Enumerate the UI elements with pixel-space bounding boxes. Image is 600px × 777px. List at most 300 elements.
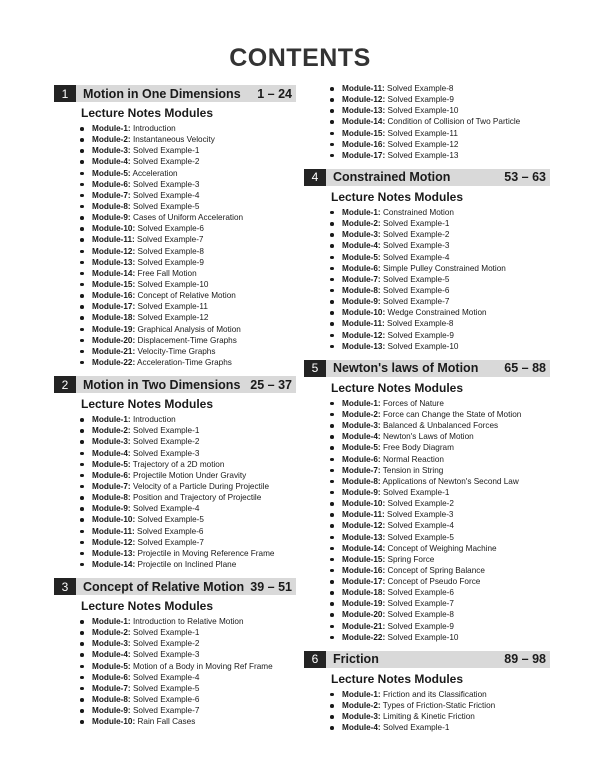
section-heading: Lecture Notes Modules bbox=[81, 106, 214, 120]
module-item[interactable] bbox=[330, 128, 550, 139]
module-title: Solved Example-4 bbox=[130, 190, 200, 200]
module-item[interactable] bbox=[80, 616, 296, 627]
module-item[interactable] bbox=[80, 123, 296, 134]
module-label: Module-10: bbox=[342, 499, 386, 509]
module-title: Solved Example-2 bbox=[130, 639, 200, 649]
module-label: Module-11: bbox=[342, 319, 385, 329]
module-label: Module-16: bbox=[342, 565, 386, 575]
module-item[interactable] bbox=[330, 285, 550, 296]
module-title: Applications of Newton's Second Law bbox=[380, 476, 519, 486]
module-item[interactable] bbox=[330, 700, 550, 711]
module-label: Module-2: bbox=[342, 409, 381, 419]
module-item[interactable] bbox=[80, 190, 296, 201]
module-label: Module-15: bbox=[342, 128, 386, 138]
module-label: Module-1: bbox=[92, 617, 131, 627]
module-item[interactable] bbox=[330, 83, 550, 94]
chapter-header[interactable] bbox=[304, 169, 550, 186]
module-list bbox=[54, 616, 296, 727]
module-label: Module-18: bbox=[342, 588, 386, 598]
module-label: Module-11: bbox=[342, 84, 385, 93]
module-title: Rain Fall Cases bbox=[135, 717, 196, 727]
module-item[interactable] bbox=[330, 252, 550, 263]
module-label: Module-13: bbox=[92, 548, 136, 558]
module-label: Module-9: bbox=[92, 213, 131, 223]
module-item[interactable] bbox=[330, 150, 550, 161]
module-title: Solved Example-11 bbox=[135, 302, 208, 312]
module-item[interactable] bbox=[80, 414, 296, 425]
module-title: Forces of Nature bbox=[380, 398, 444, 408]
section-heading: Lecture Notes Modules bbox=[331, 671, 464, 686]
module-item[interactable] bbox=[330, 465, 550, 476]
module-title: Solved Example-9 bbox=[385, 95, 454, 105]
module-title: Introduction bbox=[130, 415, 176, 425]
module-item[interactable] bbox=[80, 234, 296, 245]
chapter-header[interactable] bbox=[54, 85, 296, 102]
module-title: Motion of a Body in Moving Ref Frame bbox=[130, 661, 273, 671]
module-item[interactable] bbox=[80, 346, 296, 357]
module-title: Acceleration bbox=[130, 168, 178, 178]
module-item[interactable] bbox=[330, 240, 550, 251]
module-item[interactable] bbox=[330, 307, 550, 318]
module-label: Module-4: bbox=[92, 448, 131, 458]
module-label: Module-6: bbox=[92, 470, 131, 480]
module-item[interactable] bbox=[330, 632, 550, 643]
module-title: Solved Example-4 bbox=[130, 504, 200, 514]
module-item[interactable] bbox=[80, 470, 296, 481]
module-label: Module-3: bbox=[92, 437, 131, 447]
module-label: Module-14: bbox=[92, 559, 136, 569]
module-title: Friction and its Classification bbox=[380, 689, 487, 699]
module-title: Solved Example-1 bbox=[130, 426, 200, 436]
module-title: Balanced & Unbalanced Forces bbox=[380, 421, 499, 431]
module-title: Concept of Spring Balance bbox=[385, 565, 485, 575]
module-label: Module-17: bbox=[342, 577, 386, 587]
module-title: Wedge Constrained Motion bbox=[385, 308, 487, 318]
module-title: Introduction to Relative Motion bbox=[130, 617, 244, 627]
module-title: Position and Trajectory of Projectile bbox=[130, 493, 262, 503]
module-item[interactable] bbox=[80, 257, 296, 268]
module-label: Module-13: bbox=[92, 257, 136, 267]
module-label: Module-10: bbox=[92, 515, 136, 525]
module-item[interactable] bbox=[80, 716, 296, 727]
chapter-number: 4 bbox=[304, 169, 326, 186]
module-title: Solved Example-1 bbox=[130, 146, 200, 156]
module-label: Module-5: bbox=[342, 252, 381, 262]
module-title: Solved Example-1 bbox=[130, 628, 200, 638]
module-title: Solved Example-1 bbox=[380, 219, 450, 229]
module-label: Module-21: bbox=[92, 346, 136, 356]
module-item[interactable] bbox=[330, 609, 550, 620]
module-item[interactable] bbox=[330, 420, 550, 431]
module-item[interactable] bbox=[330, 116, 550, 127]
module-list bbox=[304, 83, 550, 161]
spacer bbox=[304, 643, 550, 651]
module-title: Solved Example-7 bbox=[135, 537, 204, 547]
module-label: Module-18: bbox=[92, 313, 136, 323]
module-item[interactable] bbox=[80, 526, 296, 537]
module-label: Module-16: bbox=[342, 139, 386, 149]
module-label: Module-19: bbox=[92, 324, 136, 334]
module-title: Solved Example-2 bbox=[130, 157, 200, 167]
module-title: Solved Example-10 bbox=[385, 632, 459, 642]
module-label: Module-8: bbox=[92, 493, 131, 503]
module-label: Module-13: bbox=[342, 532, 386, 542]
module-item[interactable] bbox=[330, 565, 550, 576]
section-heading: Lecture Notes Modules bbox=[331, 380, 464, 395]
module-item[interactable] bbox=[80, 548, 296, 559]
module-title: Solved Example-3 bbox=[384, 510, 454, 520]
module-item[interactable] bbox=[80, 335, 296, 346]
module-title: Solved Example-6 bbox=[134, 526, 204, 536]
module-title: Projectile Motion Under Gravity bbox=[130, 470, 247, 480]
chapter-title: Friction bbox=[333, 652, 379, 667]
module-label: Module-9: bbox=[92, 504, 131, 514]
module-label: Module-12: bbox=[342, 330, 386, 340]
module-item[interactable] bbox=[80, 279, 296, 290]
module-title: Solved Example-4 bbox=[385, 521, 454, 531]
left-column bbox=[54, 85, 296, 727]
spacer bbox=[54, 570, 296, 578]
module-title: Projectile in Moving Reference Frame bbox=[135, 548, 275, 558]
module-title: Solved Example-5 bbox=[380, 274, 450, 284]
module-item[interactable] bbox=[330, 318, 550, 329]
module-label: Module-6: bbox=[92, 672, 131, 682]
module-item[interactable] bbox=[80, 672, 296, 683]
module-item[interactable] bbox=[80, 312, 296, 323]
module-item[interactable] bbox=[330, 509, 550, 520]
module-item[interactable] bbox=[80, 290, 296, 301]
module-item[interactable] bbox=[80, 448, 296, 459]
module-title: Solved Example-6 bbox=[130, 695, 200, 705]
module-label: Module-21: bbox=[342, 621, 386, 631]
module-title: Solved Example-4 bbox=[130, 672, 200, 682]
module-title: Solved Example-6 bbox=[135, 224, 204, 234]
module-label: Module-2: bbox=[92, 426, 131, 436]
chapter-1 bbox=[54, 85, 296, 368]
module-title: Cases of Uniform Acceleration bbox=[130, 213, 244, 223]
module-label: Module-14: bbox=[342, 543, 386, 553]
module-item[interactable] bbox=[80, 459, 296, 470]
module-label: Module-17: bbox=[92, 302, 136, 312]
module-title: Solved Example-5 bbox=[130, 201, 200, 211]
module-title: Solved Example-3 bbox=[130, 179, 200, 189]
module-item[interactable] bbox=[330, 587, 550, 598]
module-label: Module-1: bbox=[342, 398, 381, 408]
chapter-title: Constrained Motion bbox=[333, 170, 451, 185]
chapter-title: Motion in One Dimensions bbox=[83, 86, 241, 101]
module-title: Concept of Relative Motion bbox=[135, 291, 236, 301]
chapter-number: 6 bbox=[304, 651, 326, 668]
module-title: Free Body Diagram bbox=[380, 443, 454, 453]
module-title: Tension in String bbox=[380, 465, 444, 475]
module-item[interactable] bbox=[330, 409, 550, 420]
module-item[interactable] bbox=[330, 722, 550, 733]
module-label: Module-7: bbox=[92, 683, 131, 693]
module-title: Velocity-Time Graphs bbox=[135, 346, 216, 356]
module-title: Acceleration-Time Graphs bbox=[135, 357, 232, 367]
module-item[interactable] bbox=[80, 179, 296, 190]
module-label: Module-8: bbox=[342, 476, 381, 486]
module-label: Module-5: bbox=[342, 443, 381, 453]
module-label: Module-10: bbox=[342, 308, 386, 318]
module-list bbox=[304, 207, 550, 352]
module-item[interactable] bbox=[80, 268, 296, 279]
module-title: Solved Example-8 bbox=[135, 246, 204, 256]
module-title: Solved Example-9 bbox=[385, 330, 454, 340]
module-label: Module-11: bbox=[92, 235, 135, 245]
module-label: Module-1: bbox=[342, 207, 381, 217]
module-item[interactable] bbox=[330, 476, 550, 487]
chapter-pages: 1 – 24 bbox=[257, 86, 292, 101]
module-title: Types of Friction-Static Friction bbox=[380, 701, 496, 711]
chapter-6 bbox=[304, 651, 550, 734]
chapter-2 bbox=[54, 376, 296, 570]
section-heading: Lecture Notes Modules bbox=[81, 397, 214, 412]
module-label: Module-3: bbox=[92, 146, 131, 156]
module-title: Solved Example-1 bbox=[380, 487, 450, 497]
module-title: Free Fall Motion bbox=[135, 268, 197, 278]
module-title: Solved Example-2 bbox=[130, 437, 200, 447]
module-label: Module-2: bbox=[92, 135, 131, 145]
module-label: Module-8: bbox=[92, 695, 131, 705]
module-item[interactable] bbox=[330, 431, 550, 442]
module-item[interactable] bbox=[80, 324, 296, 335]
module-item[interactable] bbox=[330, 94, 550, 105]
module-title: Limiting & Kinetic Friction bbox=[380, 712, 475, 722]
chapter-title: Concept of Relative Motion bbox=[83, 579, 245, 594]
module-item[interactable] bbox=[80, 201, 296, 212]
module-label: Module-22: bbox=[92, 357, 136, 367]
chapter-pages: 65 – 88 bbox=[504, 361, 546, 376]
module-item[interactable] bbox=[80, 212, 296, 223]
module-label: Module-16: bbox=[92, 291, 136, 301]
module-item[interactable] bbox=[80, 357, 296, 368]
module-item[interactable] bbox=[330, 139, 550, 150]
module-title: Solved Example-5 bbox=[385, 532, 454, 542]
module-label: Module-14: bbox=[92, 268, 136, 278]
module-item[interactable] bbox=[80, 638, 296, 649]
module-label: Module-3: bbox=[342, 230, 381, 240]
module-label: Module-12: bbox=[92, 246, 136, 256]
module-item[interactable] bbox=[80, 134, 296, 145]
module-label: Module-5: bbox=[92, 168, 131, 178]
module-title: Instantaneous Velocity bbox=[130, 135, 215, 145]
module-item[interactable] bbox=[80, 223, 296, 234]
module-item[interactable] bbox=[330, 274, 550, 285]
module-item[interactable] bbox=[80, 425, 296, 436]
chapter-pages: 53 – 63 bbox=[504, 170, 546, 185]
module-title: Simple Pulley Constrained Motion bbox=[380, 263, 506, 273]
module-label: Module-4: bbox=[342, 241, 381, 251]
module-title: Graphical Analysis of Motion bbox=[135, 324, 241, 334]
module-label: Module-9: bbox=[342, 297, 381, 307]
module-label: Module-2: bbox=[342, 701, 381, 711]
module-title: Solved Example-11 bbox=[385, 128, 458, 138]
module-item[interactable] bbox=[80, 168, 296, 179]
module-item[interactable] bbox=[330, 689, 550, 700]
module-label: Module-3: bbox=[92, 639, 131, 649]
module-label: Module-4: bbox=[342, 723, 381, 733]
module-label: Module-7: bbox=[342, 274, 381, 284]
module-label: Module-6: bbox=[92, 179, 131, 189]
module-item[interactable] bbox=[80, 627, 296, 638]
module-title: Solved Example-9 bbox=[135, 257, 204, 267]
module-item[interactable] bbox=[330, 218, 550, 229]
module-item[interactable] bbox=[330, 398, 550, 409]
module-label: Module-6: bbox=[342, 263, 381, 273]
module-label: Module-22: bbox=[342, 632, 386, 642]
module-item[interactable] bbox=[330, 207, 550, 218]
module-title: Concept of Weighing Machine bbox=[385, 543, 497, 553]
module-title: Solved Example-7 bbox=[134, 235, 204, 245]
page-title: CONTENTS bbox=[229, 44, 371, 72]
chapter-header[interactable] bbox=[54, 578, 296, 595]
module-list bbox=[54, 123, 296, 368]
module-label: Module-3: bbox=[342, 421, 381, 431]
module-label: Module-1: bbox=[92, 124, 131, 133]
module-label: Module-5: bbox=[92, 459, 131, 469]
module-item[interactable] bbox=[80, 661, 296, 672]
chapter-header[interactable] bbox=[304, 651, 550, 668]
module-label: Module-11: bbox=[92, 526, 135, 536]
module-item[interactable] bbox=[330, 532, 550, 543]
module-title: Solved Example-2 bbox=[385, 499, 454, 509]
module-label: Module-1: bbox=[342, 689, 381, 699]
module-label: Module-7: bbox=[92, 190, 131, 200]
module-label: Module-2: bbox=[342, 219, 381, 229]
module-label: Module-15: bbox=[92, 279, 136, 289]
module-item[interactable] bbox=[330, 330, 550, 341]
chapter-header[interactable] bbox=[304, 360, 550, 377]
module-title: Constrained Motion bbox=[380, 207, 454, 217]
module-label: Module-8: bbox=[92, 201, 131, 211]
module-label: Module-19: bbox=[342, 599, 386, 609]
module-item[interactable] bbox=[330, 554, 550, 565]
chapter-header[interactable] bbox=[54, 376, 296, 393]
module-label: Module-13: bbox=[342, 106, 386, 116]
module-item[interactable] bbox=[80, 705, 296, 716]
module-label: Module-4: bbox=[342, 432, 381, 442]
module-title: Velocity of a Particle During Projectile bbox=[130, 481, 270, 491]
module-item[interactable] bbox=[80, 481, 296, 492]
module-item[interactable] bbox=[80, 492, 296, 503]
section-heading: Lecture Notes Modules bbox=[81, 599, 214, 614]
module-item[interactable] bbox=[330, 487, 550, 498]
module-item[interactable] bbox=[330, 105, 550, 116]
module-item[interactable] bbox=[80, 145, 296, 156]
module-label: Module-11: bbox=[342, 510, 385, 520]
module-item[interactable] bbox=[80, 694, 296, 705]
module-title: Condition of Collision of Two Particle bbox=[385, 117, 521, 127]
module-item[interactable] bbox=[330, 263, 550, 274]
module-title: Solved Example-4 bbox=[380, 252, 450, 262]
module-title: Solved Example-8 bbox=[385, 610, 454, 620]
module-item[interactable] bbox=[80, 156, 296, 167]
module-item[interactable] bbox=[330, 454, 550, 465]
module-item[interactable] bbox=[80, 537, 296, 548]
module-title: Solved Example-5 bbox=[135, 515, 204, 525]
module-list bbox=[54, 414, 296, 570]
module-item[interactable] bbox=[330, 498, 550, 509]
module-title: Solved Example-6 bbox=[385, 588, 454, 598]
module-title: Force can Change the State of Motion bbox=[380, 409, 522, 419]
module-item[interactable] bbox=[330, 296, 550, 307]
module-title: Displacement-Time Graphs bbox=[135, 335, 237, 345]
chapter-number: 1 bbox=[54, 85, 76, 102]
module-item[interactable] bbox=[330, 711, 550, 722]
section-heading: Lecture Notes Modules bbox=[331, 189, 464, 204]
chapter-number: 3 bbox=[54, 578, 76, 595]
chapter-number: 2 bbox=[54, 376, 76, 393]
chapter-title: Motion in Two Dimensions bbox=[83, 377, 241, 392]
module-title: Solved Example-7 bbox=[380, 297, 450, 307]
module-item[interactable] bbox=[330, 442, 550, 453]
module-title: Solved Example-6 bbox=[380, 285, 450, 295]
module-label: Module-2: bbox=[92, 628, 131, 638]
module-item[interactable] bbox=[80, 649, 296, 660]
module-label: Module-9: bbox=[92, 706, 131, 716]
module-item[interactable] bbox=[330, 229, 550, 240]
module-item[interactable] bbox=[80, 514, 296, 525]
module-label: Module-12: bbox=[342, 95, 386, 105]
module-label: Module-7: bbox=[342, 465, 381, 475]
module-title: Solved Example-10 bbox=[385, 106, 459, 116]
module-label: Module-12: bbox=[92, 537, 136, 547]
module-title: Solved Example-7 bbox=[385, 599, 454, 609]
module-label: Module-20: bbox=[342, 610, 386, 620]
module-title: Solved Example-3 bbox=[380, 241, 450, 251]
module-label: Module-7: bbox=[92, 481, 131, 491]
module-item[interactable] bbox=[330, 598, 550, 609]
module-item[interactable] bbox=[330, 341, 550, 352]
module-item[interactable] bbox=[80, 246, 296, 257]
module-title: Solved Example-12 bbox=[385, 139, 459, 149]
module-title: Solved Example-1 bbox=[380, 723, 450, 733]
module-label: Module-8: bbox=[342, 285, 381, 295]
spacer bbox=[304, 161, 550, 169]
module-label: Module-6: bbox=[342, 454, 381, 464]
module-label: Module-14: bbox=[342, 117, 386, 127]
module-item[interactable] bbox=[330, 543, 550, 554]
module-title: Solved Example-8 bbox=[384, 84, 454, 93]
module-item[interactable] bbox=[330, 621, 550, 632]
module-item[interactable] bbox=[80, 436, 296, 447]
module-label: Module-20: bbox=[92, 335, 136, 345]
module-title: Solved Example-5 bbox=[130, 683, 200, 693]
chapter-5 bbox=[304, 360, 550, 643]
module-title: Solved Example-13 bbox=[385, 150, 459, 160]
module-label: Module-10: bbox=[92, 717, 136, 727]
module-item[interactable] bbox=[80, 683, 296, 694]
module-item[interactable] bbox=[330, 576, 550, 587]
module-label: Module-12: bbox=[342, 521, 386, 531]
module-title: Solved Example-12 bbox=[135, 313, 209, 323]
module-item[interactable] bbox=[80, 301, 296, 312]
chapter-title: Newton's laws of Motion bbox=[333, 361, 479, 376]
module-title: Solved Example-9 bbox=[385, 621, 454, 631]
module-title: Normal Reaction bbox=[380, 454, 444, 464]
module-item[interactable] bbox=[80, 559, 296, 570]
module-title: Solved Example-3 bbox=[130, 650, 200, 660]
chapter-pages: 25 – 37 bbox=[250, 377, 292, 392]
chapter-3 bbox=[54, 578, 296, 727]
module-item[interactable] bbox=[80, 503, 296, 514]
module-title: Solved Example-2 bbox=[380, 230, 450, 240]
right-column bbox=[304, 83, 550, 733]
module-title: Introduction bbox=[130, 124, 176, 133]
module-item[interactable] bbox=[330, 520, 550, 531]
module-list bbox=[304, 398, 550, 643]
